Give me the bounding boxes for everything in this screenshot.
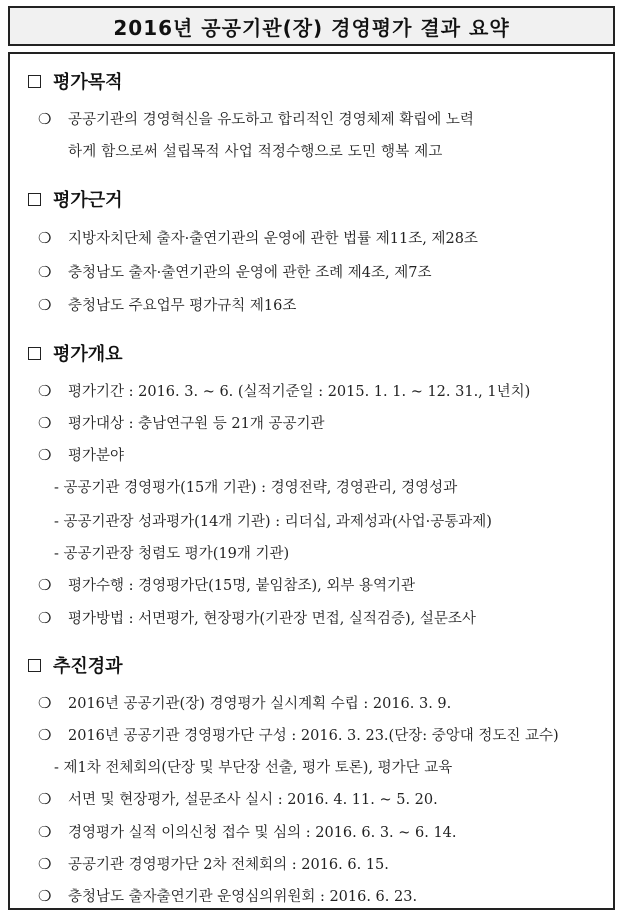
progress-item: ❍ 공공기관 경영평가단 2차 전체회의 : 2016. 6. 15. [38, 855, 389, 873]
section-purpose-heading: 평가목적 [28, 68, 123, 94]
circle-bullet-icon: ❍ [38, 887, 52, 905]
circle-bullet-icon: ❍ [38, 855, 52, 873]
circle-bullet-icon: ❍ [38, 414, 52, 432]
document-title-box [8, 6, 615, 46]
section-progress-heading: 추진경과 [28, 652, 123, 678]
overview-sub-item: - 공공기관장 성과평가(14개 기관) : 리더십, 과제성과(사업·공통과제) [54, 514, 492, 530]
dash-bullet: - [54, 514, 59, 530]
circle-bullet-icon: ❍ [38, 446, 52, 464]
content-box [8, 52, 615, 910]
overview-sub-item: - 공공기관 경영평가(15개 기관) : 경영전략, 경영관리, 경영성과 [54, 480, 458, 496]
checkbox-square-icon [28, 193, 41, 206]
overview-target: ❍ 평가대상 : 충남연구원 등 21개 공공기관 [38, 414, 325, 432]
progress-item: ❍ 2016년 공공기관 경영평가단 구성 : 2016. 3. 23.(단장: 중앙대 정도진 교수) [38, 726, 559, 744]
progress-item: ❍ 서면 및 현장평가, 설문조사 실시 : 2016. 4. 11. ~ 5. 20. [38, 790, 438, 808]
dash-bullet: - [54, 546, 59, 562]
overview-performer: ❍ 평가수행 : 경영평가단(15명, 붙임참조), 외부 용역기관 [38, 576, 416, 594]
section-overview-heading: 평가개요 [28, 340, 123, 366]
circle-bullet-icon: ❍ [38, 296, 52, 314]
overview-field: ❍ 평가분야 [38, 446, 125, 464]
circle-bullet-icon: ❍ [38, 726, 52, 744]
circle-bullet-icon: ❍ [38, 790, 52, 808]
circle-bullet-icon: ❍ [38, 576, 52, 594]
overview-period: ❍ 평가기간 : 2016. 3. ~ 6. (실적기준일 : 2015. 1. 1. ~ 12. 31., 1년치) [38, 382, 531, 400]
progress-sub-item: - 제1차 전체회의(단장 및 부단장 선출, 평가 토론), 평가단 교육 [54, 760, 453, 776]
circle-bullet-icon: ❍ [38, 823, 52, 841]
section-basis-heading: 평가근거 [28, 186, 123, 212]
circle-bullet-icon: ❍ [38, 110, 52, 128]
circle-bullet-icon: ❍ [38, 229, 52, 247]
circle-bullet-icon: ❍ [38, 382, 52, 400]
checkbox-square-icon [28, 347, 41, 360]
checkbox-square-icon [28, 75, 41, 88]
overview-sub-item: - 공공기관장 청렴도 평가(19개 기관) [54, 546, 290, 562]
circle-bullet-icon: ❍ [38, 263, 52, 281]
document-title: 2016년 공공기관(장) 경영평가 결과 요약 [113, 15, 510, 40]
purpose-item: ❍ 공공기관의 경영혁신을 유도하고 합리적인 경영체제 확립에 노력 [38, 110, 474, 128]
basis-item: ❍ 지방자치단체 출자·출연기관의 운영에 관한 법률 제11조, 제28조 [38, 229, 478, 247]
progress-item: ❍ 충청남도 출자출연기관 운영심의위원회 : 2016. 6. 23. [38, 887, 418, 905]
overview-method: ❍ 평가방법 : 서면평가, 현장평가(기관장 면접, 실적검증), 설문조사 [38, 609, 476, 627]
dash-bullet: - [54, 480, 59, 496]
checkbox-square-icon [28, 659, 41, 672]
progress-item: ❍ 경영평가 실적 이의신청 접수 및 심의 : 2016. 6. 3. ~ 6. 14. [38, 823, 457, 841]
dash-bullet: - [54, 760, 59, 776]
circle-bullet-icon: ❍ [38, 694, 52, 712]
circle-bullet-icon: ❍ [38, 609, 52, 627]
progress-item: ❍ 2016년 공공기관(장) 경영평가 실시계획 수립 : 2016. 3. 9. [38, 694, 452, 712]
basis-item: ❍ 충청남도 주요업무 평가규칙 제16조 [38, 296, 297, 314]
basis-item: ❍ 충청남도 출자·출연기관의 운영에 관한 조례 제4조, 제7조 [38, 263, 432, 281]
purpose-item-continuation: 하게 함으로써 설립목적 사업 적정수행으로 도민 행복 제고 [68, 144, 443, 160]
